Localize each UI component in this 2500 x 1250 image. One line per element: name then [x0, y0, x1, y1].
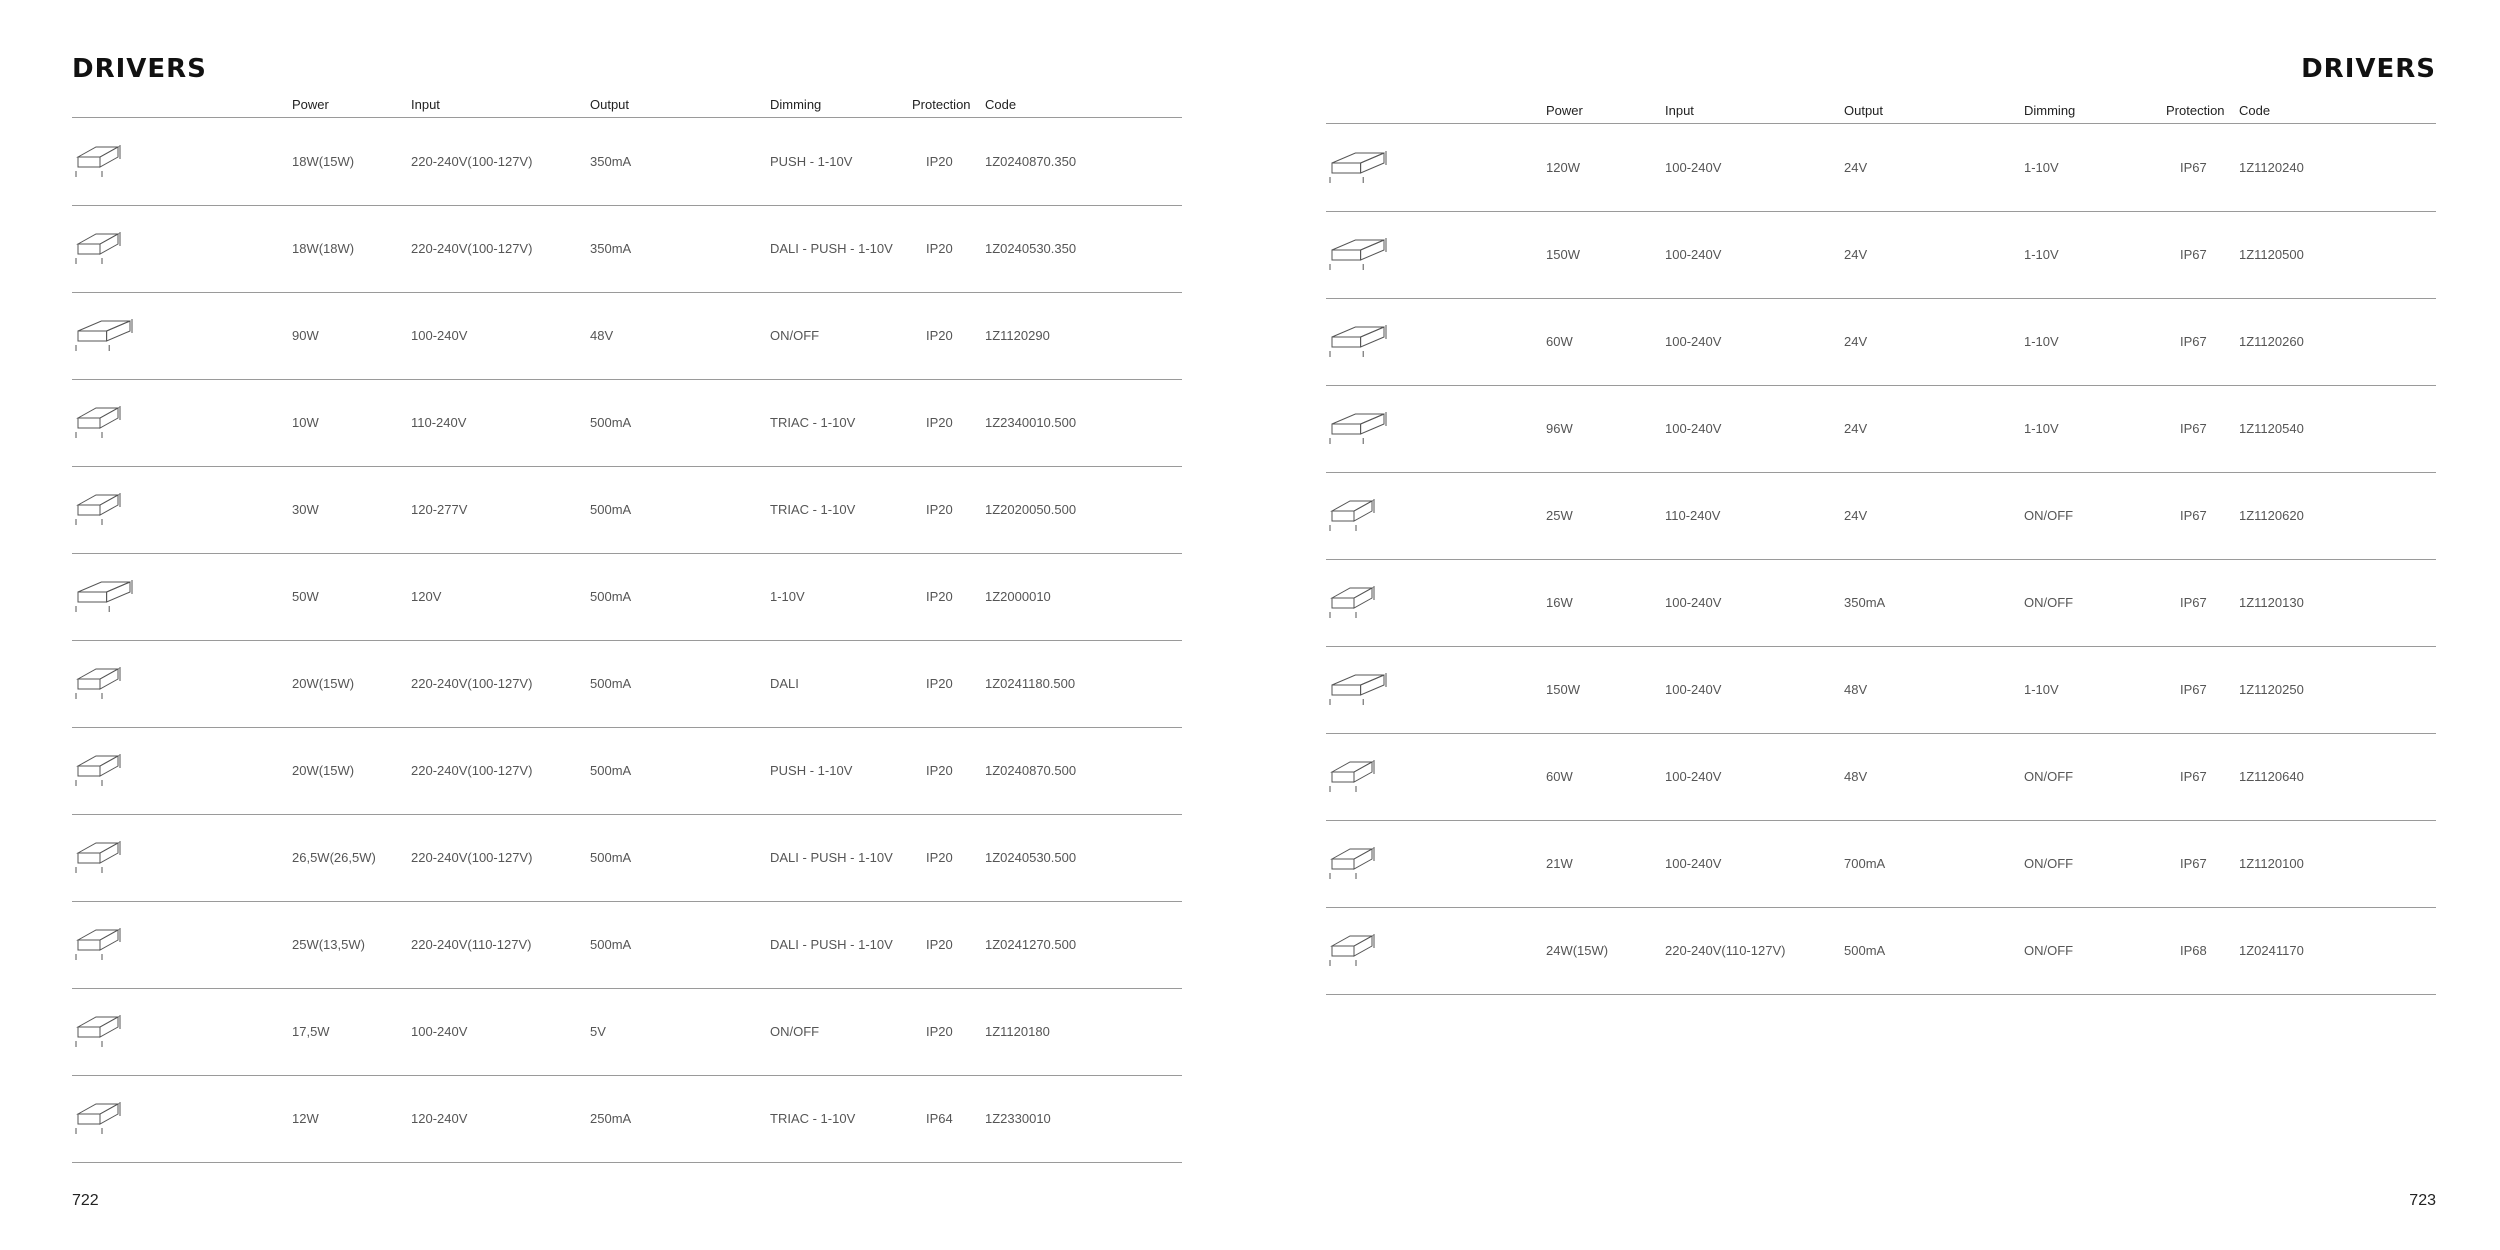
cell-protection: IP67	[2180, 595, 2207, 610]
table-row	[72, 206, 1182, 293]
cell-input: 100-240V	[1665, 769, 1722, 784]
cell-input: 120-240V	[411, 1111, 468, 1126]
header-dimming: Dimming	[2024, 103, 2076, 118]
cell-input: 100-240V	[1665, 682, 1722, 697]
cell-dimming: DALI - PUSH - 1-10V	[770, 241, 893, 256]
cell-protection: IP20	[926, 676, 953, 691]
cell-input: 100-240V	[411, 328, 468, 343]
cell-protection: IP67	[2180, 856, 2207, 871]
cell-code: 1Z0240870.500	[985, 763, 1077, 778]
table-row	[72, 1076, 1182, 1163]
cell-power: 60W	[1546, 769, 1573, 784]
driver-drawing-icon	[1326, 748, 1390, 804]
driver-drawing-icon	[72, 829, 136, 885]
cell-protection: IP67	[2180, 508, 2207, 523]
header-protection: Protection	[2166, 103, 2225, 118]
driver-drawing-icon	[72, 394, 136, 450]
cell-input: 120V	[411, 589, 442, 604]
cell-dimming: 1-10V	[2024, 421, 2059, 436]
cell-dimming: ON/OFF	[2024, 943, 2074, 958]
cell-power: 96W	[1546, 421, 1573, 436]
cell-code: 1Z1120540	[2239, 421, 2304, 436]
cell-code: 1Z2330010	[985, 1111, 1051, 1126]
page-number: 722	[72, 1192, 99, 1209]
header-power: Power	[1546, 103, 1583, 118]
cell-output: 350mA	[590, 241, 632, 256]
header-protection: Protection	[912, 97, 971, 112]
cell-input: 220-240V(100-127V)	[411, 154, 533, 169]
cell-input: 220-240V(110-127V)	[411, 937, 532, 952]
cell-input: 100-240V	[411, 1024, 468, 1039]
cell-code: 1Z1120500	[2239, 247, 2304, 262]
cell-code: 1Z1120130	[2239, 595, 2304, 610]
table-row	[72, 380, 1182, 467]
cell-output: 500mA	[1844, 943, 1886, 958]
cell-power: 17,5W	[292, 1024, 330, 1039]
driver-drawing-icon	[1326, 922, 1390, 978]
cell-output: 24V	[1844, 508, 1868, 523]
cell-power: 20W(15W)	[292, 763, 355, 778]
table-row	[72, 293, 1182, 380]
table-row	[72, 902, 1182, 989]
cell-protection: IP67	[2180, 682, 2207, 697]
driver-table	[1326, 125, 2436, 995]
header-code: Code	[985, 97, 1017, 112]
cell-dimming: PUSH - 1-10V	[770, 763, 853, 778]
cell-input: 220-240V(100-127V)	[411, 763, 533, 778]
cell-protection: IP68	[2180, 943, 2207, 958]
driver-drawing-icon	[72, 916, 136, 972]
cell-input: 220-240V(110-127V)	[1665, 943, 1786, 958]
cell-code: 1Z1120290	[985, 328, 1050, 343]
cell-input: 100-240V	[1665, 595, 1722, 610]
table-row	[1326, 473, 2436, 560]
cell-input: 100-240V	[1665, 421, 1722, 436]
cell-dimming: 1-10V	[2024, 247, 2059, 262]
cell-code: 1Z0240530.350	[985, 241, 1077, 256]
cell-power: 16W	[1546, 595, 1573, 610]
table-row	[72, 989, 1182, 1076]
driver-drawing-icon	[72, 1090, 136, 1146]
driver-drawing-icon	[1326, 487, 1390, 543]
cell-protection: IP67	[2180, 421, 2207, 436]
cell-output: 500mA	[590, 676, 632, 691]
table-row	[1326, 647, 2436, 734]
cell-output: 500mA	[590, 589, 632, 604]
cell-power: 12W	[292, 1111, 319, 1126]
cell-dimming: ON/OFF	[770, 1024, 820, 1039]
cell-protection: IP67	[2180, 769, 2207, 784]
cell-protection: IP20	[926, 328, 953, 343]
table-row	[1326, 734, 2436, 821]
cell-code: 1Z2340010.500	[985, 415, 1077, 430]
cell-power: 90W	[292, 328, 319, 343]
cell-output: 500mA	[590, 763, 632, 778]
cell-power: 25W(13,5W)	[292, 937, 365, 952]
cell-dimming: DALI	[770, 676, 799, 691]
cell-dimming: 1-10V	[770, 589, 805, 604]
cell-code: 1Z1120180	[985, 1024, 1050, 1039]
cell-output: 500mA	[590, 937, 632, 952]
cell-power: 26,5W(26,5W)	[292, 850, 376, 865]
cell-input: 100-240V	[1665, 160, 1722, 175]
cell-code: 1Z0240870.350	[985, 154, 1077, 169]
driver-drawing-icon	[72, 133, 136, 189]
cell-code: 1Z0241270.500	[985, 937, 1077, 952]
cell-protection: IP67	[2180, 160, 2207, 175]
header-input: Input	[411, 97, 440, 112]
driver-drawing-icon	[72, 655, 136, 711]
cell-power: 24W(15W)	[1546, 943, 1609, 958]
driver-drawing-icon	[1326, 139, 1390, 195]
cell-power: 50W	[292, 589, 319, 604]
cell-dimming: 1-10V	[2024, 160, 2059, 175]
cell-code: 1Z0241180.500	[985, 676, 1076, 691]
table-header	[1326, 103, 2436, 124]
table-row	[1326, 125, 2436, 212]
cell-output: 24V	[1844, 160, 1868, 175]
cell-output: 48V	[1844, 769, 1868, 784]
cell-protection: IP20	[926, 154, 953, 169]
cell-output: 48V	[590, 328, 614, 343]
header-power: Power	[292, 97, 329, 112]
cell-output: 700mA	[1844, 856, 1886, 871]
cell-power: 21W	[1546, 856, 1573, 871]
cell-output: 500mA	[590, 502, 632, 517]
cell-dimming: ON/OFF	[770, 328, 820, 343]
cell-code: 1Z2000010	[985, 589, 1051, 604]
driver-drawing-icon	[1326, 574, 1390, 630]
cell-output: 350mA	[590, 154, 632, 169]
cell-output: 24V	[1844, 247, 1868, 262]
cell-input: 220-240V(100-127V)	[411, 241, 533, 256]
cell-code: 1Z0240530.500	[985, 850, 1077, 865]
cell-protection: IP20	[926, 937, 953, 952]
table-header	[72, 97, 1182, 118]
cell-code: 1Z1120640	[2239, 769, 2304, 784]
table-row	[72, 467, 1182, 554]
cell-code: 1Z1120260	[2239, 334, 2304, 349]
cell-output: 350mA	[1844, 595, 1886, 610]
cell-dimming: 1-10V	[2024, 334, 2059, 349]
cell-input: 100-240V	[1665, 334, 1722, 349]
driver-drawing-icon	[1326, 400, 1390, 456]
driver-drawing-icon	[1326, 661, 1390, 717]
cell-output: 500mA	[590, 850, 632, 865]
cell-input: 110-240V	[1665, 508, 1721, 523]
cell-code: 1Z0241170	[2239, 943, 2304, 958]
cell-code: 1Z1120240	[2239, 160, 2304, 175]
driver-drawing-icon	[1326, 835, 1390, 891]
cell-protection: IP20	[926, 589, 953, 604]
cell-protection: IP64	[926, 1111, 953, 1126]
driver-drawing-icon	[1326, 313, 1390, 369]
table-row	[1326, 299, 2436, 386]
cell-protection: IP20	[926, 1024, 953, 1039]
table-row	[72, 554, 1182, 641]
cell-dimming: PUSH - 1-10V	[770, 154, 853, 169]
cell-output: 5V	[590, 1024, 606, 1039]
cell-power: 150W	[1546, 247, 1580, 262]
cell-code: 1Z1120100	[2239, 856, 2304, 871]
cell-dimming: TRIAC - 1-10V	[770, 415, 856, 430]
table-row	[1326, 560, 2436, 647]
cell-dimming: ON/OFF	[2024, 508, 2074, 523]
page-number: 723	[2409, 1192, 2436, 1209]
cell-code: 1Z1120620	[2239, 508, 2304, 523]
cell-output: 500mA	[590, 415, 632, 430]
cell-input: 220-240V(100-127V)	[411, 850, 533, 865]
left-page	[72, 0, 1182, 1250]
cell-protection: IP20	[926, 502, 953, 517]
cell-power: 25W	[1546, 508, 1573, 523]
cell-output: 250mA	[590, 1111, 632, 1126]
cell-output: 48V	[1844, 682, 1868, 697]
cell-input: 100-240V	[1665, 247, 1722, 262]
cell-protection: IP20	[926, 241, 953, 256]
header-input: Input	[1665, 103, 1694, 118]
cell-power: 18W(18W)	[292, 241, 355, 256]
header-output: Output	[590, 97, 630, 112]
driver-drawing-icon	[72, 568, 136, 624]
cell-dimming: 1-10V	[2024, 682, 2059, 697]
driver-drawing-icon	[72, 220, 136, 276]
cell-dimming: TRIAC - 1-10V	[770, 1111, 856, 1126]
cell-input: 110-240V	[411, 415, 467, 430]
right-page	[1326, 0, 2436, 1250]
header-output: Output	[1844, 103, 1884, 118]
driver-table	[72, 119, 1182, 1163]
cell-protection: IP67	[2180, 247, 2207, 262]
driver-drawing-icon	[72, 481, 136, 537]
cell-power: 18W(15W)	[292, 154, 355, 169]
driver-drawing-icon	[72, 1003, 136, 1059]
driver-drawing-icon	[1326, 226, 1390, 282]
cell-protection: IP20	[926, 763, 953, 778]
cell-output: 24V	[1844, 421, 1868, 436]
cell-power: 120W	[1546, 160, 1580, 175]
cell-power: 150W	[1546, 682, 1580, 697]
cell-dimming: TRIAC - 1-10V	[770, 502, 856, 517]
driver-drawing-icon	[72, 742, 136, 798]
page-title: DRIVERS	[72, 54, 207, 84]
driver-drawing-icon	[72, 307, 136, 363]
cell-power: 10W	[292, 415, 319, 430]
cell-dimming: ON/OFF	[2024, 769, 2074, 784]
cell-dimming: DALI - PUSH - 1-10V	[770, 937, 893, 952]
cell-output: 24V	[1844, 334, 1868, 349]
cell-power: 20W(15W)	[292, 676, 355, 691]
table-row	[72, 815, 1182, 902]
table-row	[1326, 908, 2436, 995]
table-row	[72, 641, 1182, 728]
table-row	[72, 119, 1182, 206]
cell-power: 60W	[1546, 334, 1573, 349]
cell-code: 1Z2020050.500	[985, 502, 1077, 517]
table-row	[1326, 212, 2436, 299]
cell-dimming: ON/OFF	[2024, 856, 2074, 871]
header-dimming: Dimming	[770, 97, 822, 112]
table-row	[72, 728, 1182, 815]
table-row	[1326, 386, 2436, 473]
cell-dimming: DALI - PUSH - 1-10V	[770, 850, 893, 865]
cell-code: 1Z1120250	[2239, 682, 2304, 697]
cell-power: 30W	[292, 502, 319, 517]
table-row	[1326, 821, 2436, 908]
page-title: DRIVERS	[2301, 54, 2436, 84]
cell-protection: IP20	[926, 415, 953, 430]
cell-input: 120-277V	[411, 502, 468, 517]
cell-input: 100-240V	[1665, 856, 1722, 871]
cell-input: 220-240V(100-127V)	[411, 676, 533, 691]
cell-protection: IP67	[2180, 334, 2207, 349]
cell-dimming: ON/OFF	[2024, 595, 2074, 610]
cell-protection: IP20	[926, 850, 953, 865]
header-code: Code	[2239, 103, 2271, 118]
